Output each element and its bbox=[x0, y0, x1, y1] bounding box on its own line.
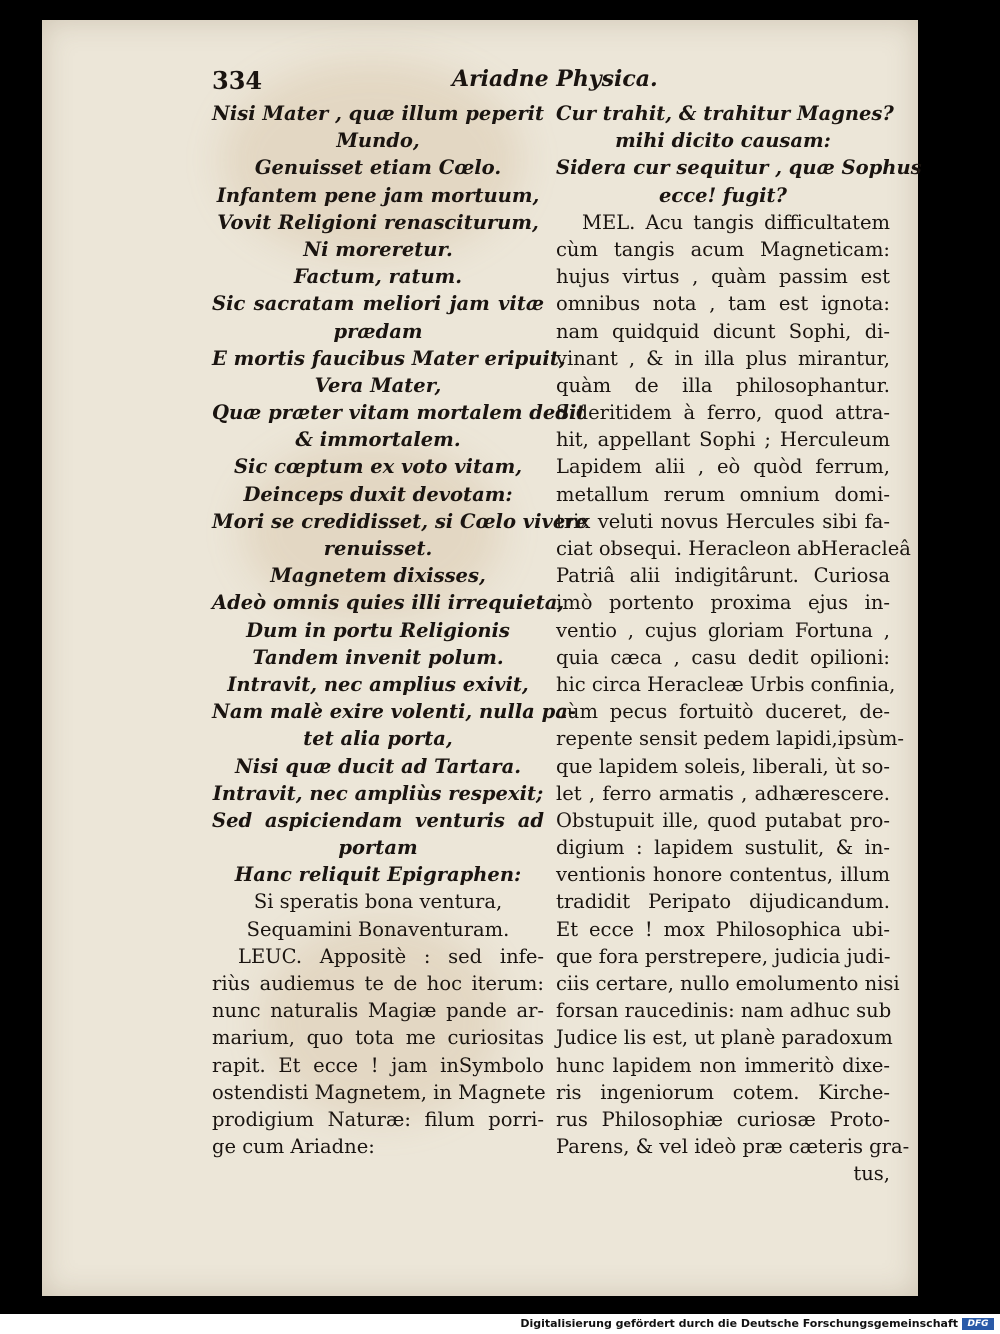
text-line: MEL. Acu tangis difficultatem bbox=[582, 210, 890, 234]
text-line: prodigium Naturæ: filum porri- bbox=[212, 1107, 544, 1131]
text-line: Si speratis bona ventura, bbox=[253, 890, 503, 914]
text-line: Lapidem alii , eò quòd ferrum, bbox=[556, 455, 890, 479]
footer-bar bbox=[0, 1314, 1000, 1334]
text-line: vinant , & in illa plus mirantur, bbox=[556, 346, 890, 370]
text-line: Magnetem dixisses, bbox=[270, 564, 486, 588]
text-line: Nisi Mater , quæ illum peperit bbox=[212, 102, 545, 125]
dfg-logo: DFG bbox=[962, 1318, 994, 1330]
text-line: Genuisset etiam Cœlo. bbox=[254, 156, 502, 180]
text-line: Tandem invenit polum. bbox=[252, 645, 504, 669]
text-line: hujus virtus , quàm passim est bbox=[556, 265, 890, 289]
text-line: Parens, & vel ideò præ cæteris gra- bbox=[556, 1135, 910, 1159]
text-line: que fora perstrepere, judicia judi- bbox=[556, 944, 891, 968]
page-number: 334 bbox=[212, 66, 263, 95]
text-line: tet alia porta, bbox=[303, 727, 453, 751]
text-line: riùs audiemus te de hoc iterum: bbox=[212, 972, 544, 995]
text-line: Ni moreretur. bbox=[303, 237, 453, 261]
running-title: Ariadne Physica. bbox=[452, 66, 658, 92]
text-line: LEUC. Appositè : sed infe- bbox=[238, 944, 544, 968]
text-line: Adeò omnis quies illi irrequieta, bbox=[212, 591, 565, 615]
text-line: Intravit, nec amplius exivit, bbox=[227, 672, 529, 696]
text-line: nunc naturalis Magiæ pande ar- bbox=[212, 999, 544, 1023]
text-line: Sidera cur sequitur , quæ Sophus bbox=[556, 156, 922, 180]
text-line: Cur trahit, & trahitur Magnes? bbox=[556, 102, 894, 125]
text-line: E mortis faucibus Mater eripuit, bbox=[212, 346, 566, 370]
text-line: digium : lapidem sustulit, & in- bbox=[556, 836, 890, 860]
text-line: ris ingeniorum cotem. Kirche- bbox=[556, 1080, 890, 1104]
text-line: metallum rerum omnium domi- bbox=[556, 482, 890, 506]
text-line: Hanc reliquit Epigraphen: bbox=[234, 863, 522, 887]
text-line: marium, quo tota me curiositas bbox=[212, 1026, 544, 1050]
text-line: cùm tangis acum Magneticam: bbox=[556, 237, 890, 261]
text-line: Mori se credidisset, si Cœlo vivere bbox=[212, 509, 588, 533]
text-line: Quæ præter vitam mortalem dedit bbox=[212, 401, 586, 425]
text-line: Vera Mater, bbox=[314, 373, 442, 397]
text-line: Vovit Religioni renasciturum, bbox=[217, 210, 539, 234]
text-line: forsan raucedinis: nam adhuc sub bbox=[556, 999, 892, 1023]
text-line: let , ferro armatis , adhærescere. bbox=[556, 781, 890, 805]
text-line: rus Philosophiæ curiosæ Proto- bbox=[556, 1107, 890, 1131]
text-line: Factum, ratum. bbox=[293, 265, 463, 289]
text-line: ge cum Ariadne: bbox=[212, 1135, 375, 1159]
text-line: Patriâ alii indigitârunt. Curiosa bbox=[556, 564, 890, 588]
text-line: trix veluti novus Hercules sibi fa- bbox=[556, 509, 890, 533]
text-line: Sed aspiciendam venturis ad bbox=[212, 808, 544, 832]
text-line: Deinceps duxit devotam: bbox=[243, 482, 513, 506]
text-line: Infantem pene jam mortuum, bbox=[216, 183, 540, 207]
text-line: ciis certare, nullo emolumento nisi bbox=[556, 972, 900, 995]
text-line: hunc lapidem non immeritò dixe- bbox=[556, 1053, 890, 1077]
text-line: Sideritidem à ferro, quod attra- bbox=[556, 401, 890, 425]
text-line: Dum in portu Religionis bbox=[246, 618, 510, 642]
text-line: cùm pecus fortuitò duceret, de- bbox=[556, 700, 890, 724]
text-line: quia cæca , casu dedit opilioni: bbox=[556, 645, 890, 669]
text-line: renuisset. bbox=[323, 537, 433, 560]
text-line: omnibus nota , tam est ignota: bbox=[556, 292, 890, 316]
text-line: Et ecce ! mox Philosophica ubi- bbox=[556, 917, 890, 941]
text-line: Mundo, bbox=[336, 129, 420, 153]
left-column bbox=[212, 100, 588, 1160]
text-line: ostendisti Magnetem, in Magnete bbox=[212, 1080, 546, 1104]
text-line: prædam bbox=[333, 319, 423, 343]
text-line: tradidit Peripato dijudicandum. bbox=[556, 890, 890, 914]
text-line: que lapidem soleis, liberali, ùt so- bbox=[556, 754, 890, 778]
text-line: Intravit, nec ampliùs respexit; bbox=[212, 781, 544, 805]
text-line: tus, bbox=[853, 1162, 890, 1186]
text-line: hit, appellant Sophi ; Herculeum bbox=[556, 428, 890, 452]
text-line: & immortalem. bbox=[295, 428, 461, 452]
text-line: hic circa Heracleæ Urbis confinia, bbox=[556, 672, 896, 696]
text-line: quàm de illa philosophantur. bbox=[556, 373, 890, 397]
text-line: ecce! fugit? bbox=[659, 183, 787, 207]
text-line: Obstupuit ille, quod putabat pro- bbox=[556, 808, 890, 832]
text-line: portam bbox=[338, 836, 418, 860]
text-line: rapit. Et ecce ! jam inSymbolo bbox=[212, 1053, 544, 1077]
running-header bbox=[212, 66, 892, 96]
text-line: ciat obsequi. Heracleon abHeracleâ bbox=[556, 537, 911, 560]
funding-notice: Digitalisierung gefördert durch die Deutsche Forschungsgemeinschaft bbox=[520, 1317, 958, 1330]
text-line: Judice lis est, ut planè paradoxum bbox=[556, 1026, 893, 1050]
text-line: mihi dicito causam: bbox=[615, 129, 831, 153]
right-column bbox=[556, 100, 922, 1188]
text-line: ventionis honore contentus, illum bbox=[556, 863, 890, 887]
text-line: ventio , cujus gloriam Fortuna , bbox=[556, 618, 890, 642]
text-line: repente sensit pedem lapidi,ipsùm- bbox=[556, 727, 905, 751]
text-line: Sic sacratam meliori jam vitæ bbox=[212, 292, 544, 316]
text-line: nam quidquid dicunt Sophi, di- bbox=[556, 319, 890, 343]
text-line: Sic cœptum ex voto vitam, bbox=[233, 455, 523, 479]
text-line: Sequamini Bonaventuram. bbox=[246, 917, 510, 941]
text-line: Nam malè exire volenti, nulla pa- bbox=[212, 700, 576, 724]
text-line: imò portento proxima ejus in- bbox=[556, 591, 890, 615]
text-line: Nisi quæ ducit ad Tartara. bbox=[234, 754, 522, 778]
